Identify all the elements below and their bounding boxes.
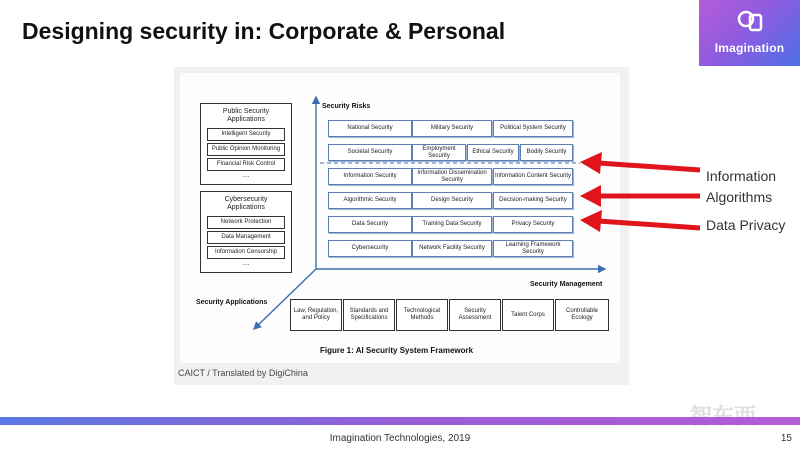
cybersecurity-apps-more: ... [242,258,250,267]
page-number: 15 [780,433,792,444]
risk-row-item: Political System Security [493,120,573,137]
cybersecurity-apps-title: Cybersecurity Applications [224,196,268,211]
footer-bar [0,417,800,425]
watermark [690,400,756,431]
cybersecurity-apps-item: Information Censorship [207,246,285,259]
risk-row-item: Information Dissemination Security [412,168,492,185]
arrow-data-privacy [580,210,700,232]
management-item: Controllable Ecology [555,299,609,331]
arrow-information [580,152,700,174]
risk-row-item: Training Data Security [412,216,492,233]
risk-row-item: Decision-making Security [493,192,573,209]
security-management-label: Security Management [530,281,603,288]
public-security-item: Intelligent Security [207,128,285,141]
risk-row-item: Privacy Security [493,216,573,233]
cybersecurity-apps-item: Network Protection [207,216,285,229]
annotation-algorithms: Algorithms [706,189,773,205]
management-item: Technological Methods [396,299,448,331]
security-applications-label: Security Applications [196,299,268,306]
management-item: Talent Corps [502,299,554,331]
risk-row-name: Algorithmic Security [328,192,412,209]
risk-row-name: Information Security [328,168,412,185]
risk-row-name: Data Security [328,216,412,233]
arrow-algorithms [580,185,700,207]
figure-caption: Figure 1: AI Security System Framework [320,346,474,355]
security-risks-label: Security Risks [322,103,371,110]
management-item: Standards and Specifications [343,299,395,331]
figure-source: CAICT / Translated by DigiChina [178,368,308,378]
management-item: Security Assessment [449,299,501,331]
risk-row-item: Employment Security [412,144,466,161]
risk-row-item: Network Facility Security [412,240,492,257]
public-security-title: Public Security Applications [222,108,270,123]
public-security-item: Public Opinion Monitoring [207,143,285,156]
risk-row-item: Learning Framework Security [493,240,573,257]
risk-row-item: Information Content Security [493,168,573,185]
risk-row-name: Cybersecurity [328,240,412,257]
annotation-data-privacy: Data Privacy [706,217,786,233]
risk-row-item: Military Security [412,120,492,137]
risk-row-name: National Security [328,120,412,137]
risk-row-name: Societal Security [328,144,412,161]
footer-text: Imagination Technologies, 2019 [329,433,471,444]
risk-row-item: Ethical Security [467,144,519,161]
public-security-item: Financial Risk Control [207,158,285,171]
slide-title: Designing security in: Corporate & Personal [22,18,506,44]
management-item: Law, Regulation, and Policy [290,299,342,331]
cybersecurity-apps-item: Data Management [207,231,285,244]
risk-row-item: Bodily Security [520,144,573,161]
risk-row-item: Design Security [412,192,492,209]
annotation-information: Information [706,168,777,184]
logo-text: Imagination [714,41,785,55]
public-security-more: ... [242,170,250,179]
